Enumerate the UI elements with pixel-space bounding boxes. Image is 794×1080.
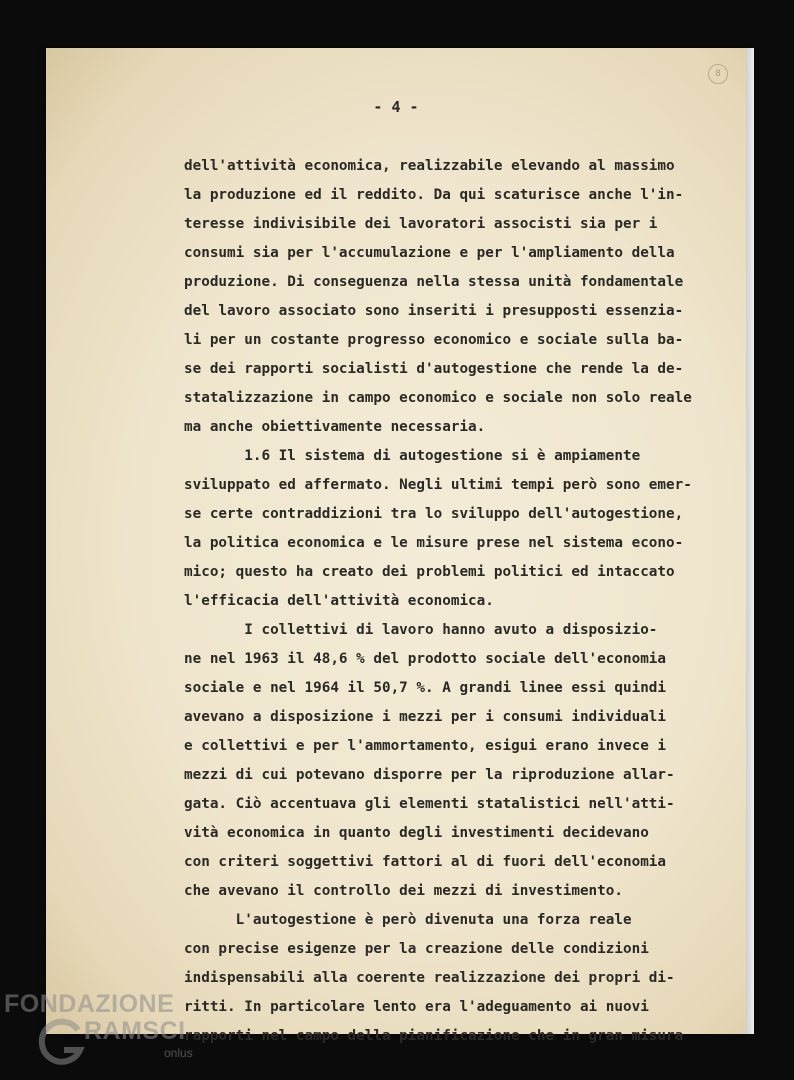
text-line: se certe contraddizioni tra lo sviluppo dell'autogestione, — [184, 506, 684, 522]
text-line: I collettivi di lavoro hanno avuto a disposizio- — [184, 622, 658, 638]
text-line: avevano a disposizione i mezzi per i consumi individuali — [184, 709, 667, 725]
document-page — [46, 48, 746, 1044]
watermark-line1: FONDAZIONE — [4, 990, 175, 1018]
watermark-line3: onlus — [164, 1046, 193, 1060]
watermark-line2: RAMSCI — [84, 1017, 186, 1045]
text-line: con precise esigenze per la creazione delle condizioni — [184, 941, 649, 957]
text-line: L'autogestione è però divenuta una forza reale — [184, 912, 632, 928]
text-line: gata. Ciò accentuava gli elementi statalistici nell'atti- — [184, 796, 675, 812]
text-line: mico; questo ha creato dei problemi politici ed intaccato — [184, 564, 675, 580]
text-line: mezzi di cui potevano disporre per la riproduzione allar- — [184, 767, 675, 783]
text-line: se dei rapporti socialisti d'autogestione che rende la de- — [184, 361, 684, 377]
text-line: e collettivi e per l'ammortamento, esigui erano invece i — [184, 738, 667, 754]
text-line: teresse indivisibile dei lavoratori associsti sia per i — [184, 216, 658, 232]
text-line: sociale e nel 1964 il 50,7 %. A grandi linee essi quindi — [184, 680, 667, 696]
page-edge — [746, 48, 754, 1034]
text-line: li per un costante progresso economico e sociale sulla ba- — [184, 332, 684, 348]
text-line: dell'attività economica, realizzabile elevando al massimo — [184, 158, 675, 174]
page-number: - 4 - — [373, 98, 419, 116]
text-line: con criteri soggettivi fattori al di fuori dell'economia — [184, 854, 667, 870]
corner-stamp: 8 — [708, 64, 728, 84]
text-line: ma anche obiettivamente necessaria. — [184, 419, 486, 435]
text-line: statalizzazione in campo economico e sociale non solo reale — [184, 390, 692, 406]
text-line: rapporti nel campo della pianificazione che in gran misura — [184, 1028, 684, 1044]
text-line: consumi sia per l'accumulazione e per l'ampliamento della — [184, 245, 675, 261]
text-line: l'efficacia dell'attività economica. — [184, 593, 494, 609]
text-line: la produzione ed il reddito. Da qui scaturisce anche l'in- — [184, 187, 684, 203]
text-line: sviluppato ed affermato. Negli ultimi tempi però sono emer- — [184, 477, 692, 493]
text-line: produzione. Di conseguenza nella stessa unità fondamentale — [184, 274, 684, 290]
watermark — [4, 990, 224, 1080]
text-line: del lavoro associato sono inseriti i presupposti essenzia- — [184, 303, 684, 319]
gramsci-logo-icon — [34, 1016, 88, 1070]
text-line: ritti. In particolare lento era l'adeguamento ai nuovi — [184, 999, 649, 1015]
text-line: che avevano il controllo dei mezzi di investimento. — [184, 883, 623, 899]
text-line: la politica economica e le misure prese nel sistema econo- — [184, 535, 684, 551]
text-line: indispensabili alla coerente realizzazione dei propri di- — [184, 970, 675, 986]
body-text — [184, 152, 704, 1051]
text-line: ne nel 1963 il 48,6 % del prodotto sociale dell'economia — [184, 651, 667, 667]
text-line: 1.6 Il sistema di autogestione si è ampiamente — [184, 448, 641, 464]
text-line: vità economica in quanto degli investimenti decidevano — [184, 825, 649, 841]
